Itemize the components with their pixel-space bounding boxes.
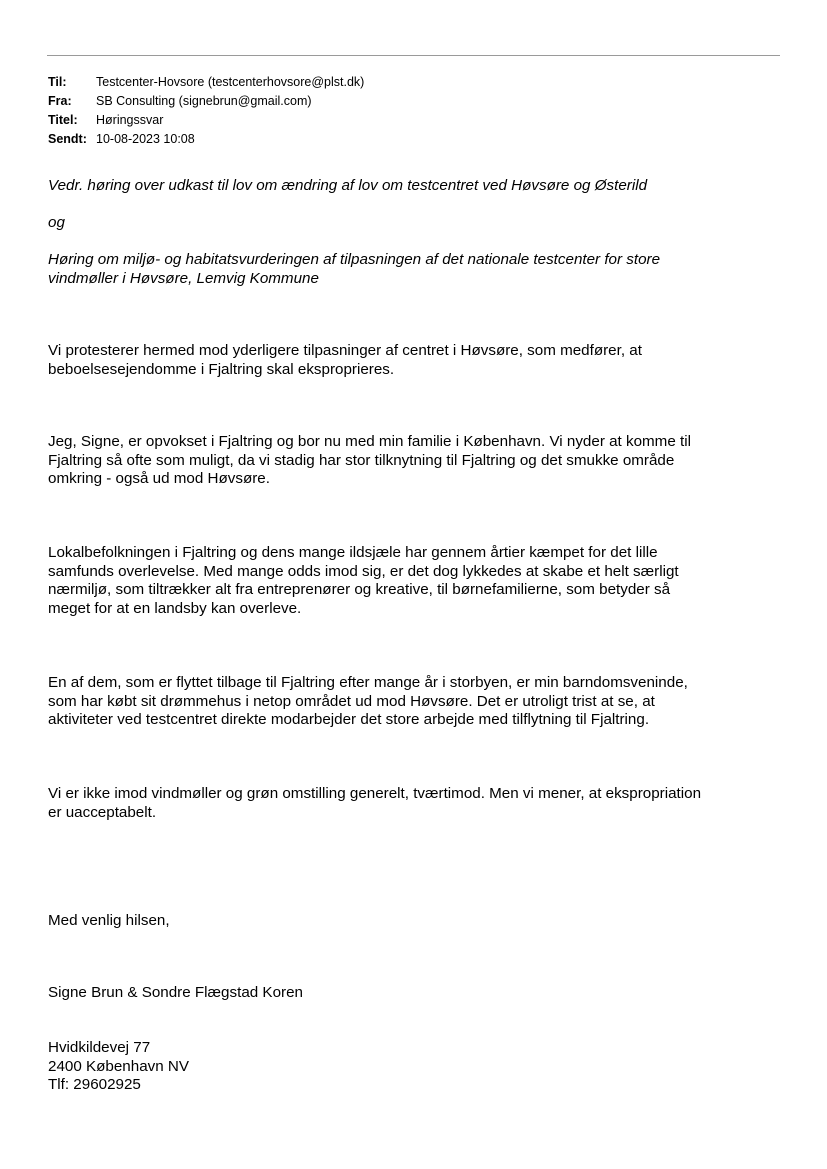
paragraph-line: meget for at en landsby kan overleve.	[48, 599, 302, 617]
to-label: Til:	[48, 75, 67, 89]
paragraph-line: Lokalbefolkningen i Fjaltring og dens mange ildsjæle har gennem årtier kæmpet for det lille	[48, 544, 658, 561]
address-block	[48, 1039, 788, 1095]
to-value: Testcenter-Hovsore (testcenterhovsore@plst.dk)	[96, 75, 365, 89]
paragraph-line: aktiviteter ved testcentret direkte modarbejder det store arbejde med tilflytning til Fjaltring.	[48, 711, 650, 728]
address-city: 2400 København NV	[48, 1057, 190, 1075]
subject-text: Vedr. høring over udkast til lov om ændring af lov om testcentret ved Høvsøre og Østerild	[48, 177, 648, 194]
paragraph-line: En af dem, som er flyttet tilbage til Fjaltring efter mange år i storbyen, er min barndomsveninde,	[48, 674, 688, 691]
phone-number: Tlf: 29602925	[48, 1076, 141, 1093]
title-label: Titel:	[48, 113, 78, 127]
from-row	[48, 92, 364, 111]
paragraph-3	[48, 544, 788, 618]
header-divider	[47, 55, 780, 56]
paragraph-1	[48, 342, 788, 379]
subject-line-2	[48, 251, 788, 288]
paragraph-line: Jeg, Signe, er opvokset i Fjaltring og bor nu med min familie i København. Vi nyder at komme til	[48, 433, 691, 450]
sent-value: 10-08-2023 10:08	[96, 132, 195, 146]
closing	[48, 912, 788, 931]
paragraph-line: er uacceptabelt.	[48, 803, 157, 821]
sent-row	[48, 130, 364, 149]
subject-line-1	[48, 177, 788, 196]
address-street: Hvidkildevej 77	[48, 1039, 151, 1056]
paragraph-line: beboelsesejendomme i Fjaltring skal eksproprieres.	[48, 360, 395, 378]
title-value: Høringssvar	[96, 113, 164, 127]
paragraph-2	[48, 433, 788, 489]
subject-connector	[48, 214, 788, 233]
connector-text: og	[48, 214, 65, 231]
signature-names: Signe Brun & Sondre Flægstad Koren	[48, 984, 303, 1001]
email-header	[48, 73, 364, 149]
paragraph-line: Vi er ikke imod vindmøller og grøn omstilling generelt, tværtimod. Men vi mener, at ekspropriation	[48, 785, 702, 802]
paragraph-line: Vi protesterer hermed mod yderligere tilpasninger af centret i Høvsøre, som medfører, at	[48, 342, 642, 359]
from-label: Fra:	[48, 94, 72, 108]
signature	[48, 984, 788, 1003]
paragraph-5	[48, 785, 788, 822]
paragraph-4	[48, 674, 788, 730]
from-value: SB Consulting (signebrun@gmail.com)	[96, 94, 312, 108]
subject-text: vindmøller i Høvsøre, Lemvig Kommune	[48, 269, 319, 287]
closing-text: Med venlig hilsen,	[48, 912, 170, 929]
paragraph-line: som har købt sit drømmehus i netop området ud mod Høvsøre. Det er utroligt trist at se, at	[48, 692, 655, 710]
paragraph-line: Fjaltring så ofte som muligt, da vi stadig har stor tilknytning til Fjaltring og det smukke område	[48, 451, 675, 469]
to-row	[48, 73, 364, 92]
sent-label: Sendt:	[48, 132, 87, 146]
paragraph-line: omkring - også ud mod Høvsøre.	[48, 470, 270, 487]
subject-text: Høring om miljø- og habitatsvurderingen af tilpasningen af det nationale testcenter for store	[48, 251, 661, 268]
title-row	[48, 111, 364, 130]
paragraph-line: nærmiljø, som tiltrækker alt fra entreprenører og kreative, til børnefamilierne, som betyder så	[48, 581, 671, 598]
paragraph-line: samfunds overlevelse. Med mange odds imod sig, er det dog lykkedes at skabe et helt særligt	[48, 562, 679, 580]
